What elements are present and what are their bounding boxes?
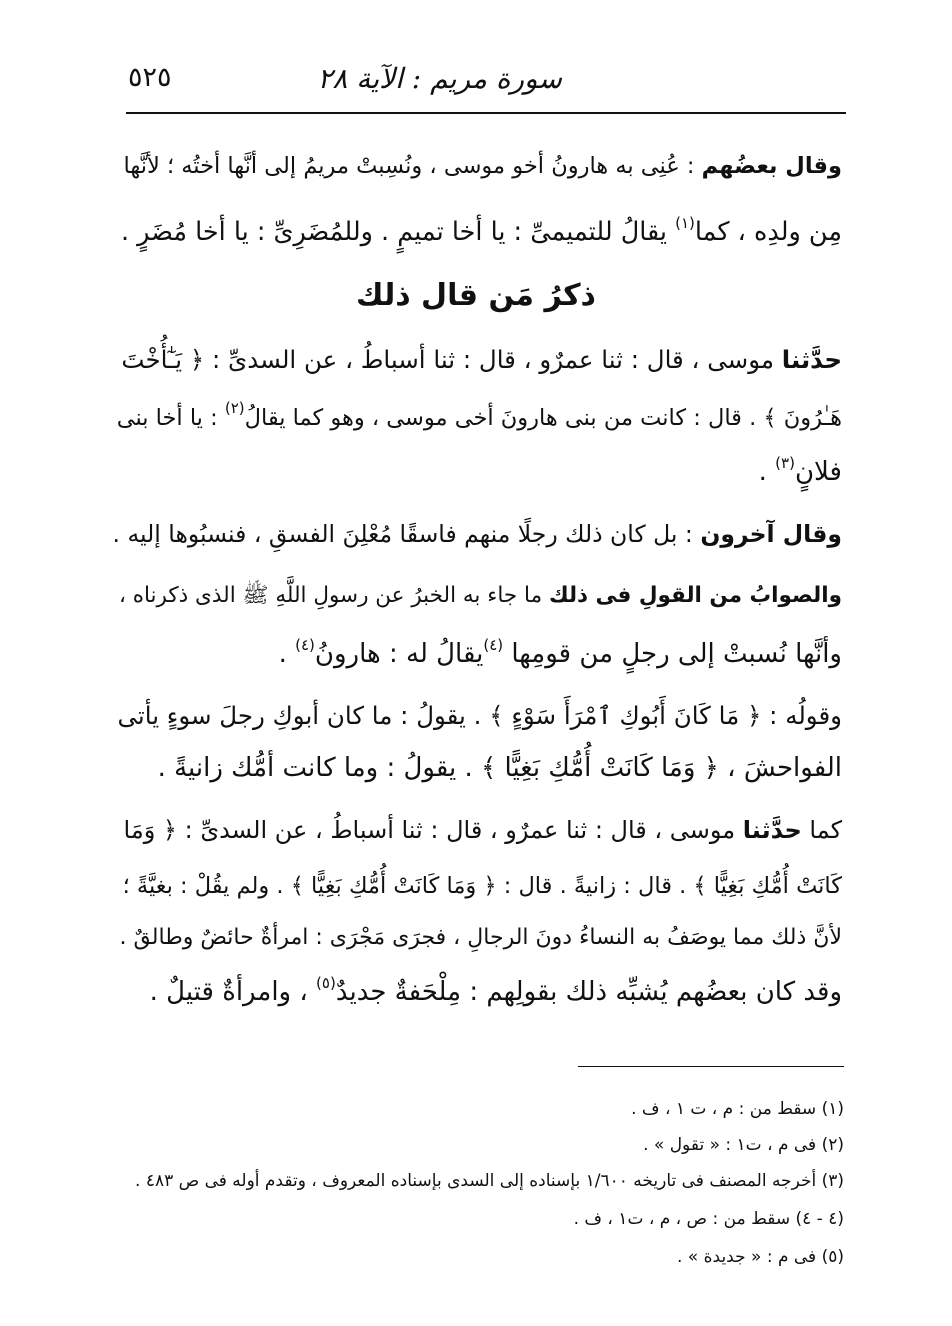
line-text-cont: يقالُ للتميمىِّ : يا أخا تميمٍ . وللمُضَرِىِّ : يا أخا مُضَرٍ . — [120, 217, 676, 247]
bold-lead: وقال بعضُهم — [701, 153, 842, 179]
line-text-cont: . — [278, 639, 296, 669]
line-text: كَانَتْ أُمُّكِ بَغِيًّا ﴾ . قال : زانيةً . قال : ﴿ وَمَا كَانَتْ أُمُّكِ بَغِيًّا ﴾ . ولم يقُلْ : بغيَّةً ؛ — [122, 873, 842, 899]
footnote: (٢) فى م ، ت١ : « تقول » . — [643, 1135, 844, 1155]
header-rule — [126, 112, 846, 114]
line-text: وقولُه : ﴿ مَا كَانَ أَبُوكِ ٱمْرَأَ سَوْءٍ ﴾ . يقولُ : ما كان أبوكِ رجلَ سوءٍ يأتى — [117, 701, 842, 730]
line-text: هَـٰرُونَ ﴾ . قال : كانت من بنى هارونَ أخى موسى ، وهو كما يقالُ — [244, 405, 842, 431]
line-text: لأنَّ ذلك مما يوصَفُ به النساءُ دونَ الرجالِ ، فجرَى مَجْرَى : امرأةٌ حائضٌ وطالقٌ . — [119, 925, 842, 950]
line-text: : عُنِى به هارونُ أخو موسى ، ونُسِبتْ مريمُ إلى أنَّها أختُه ؛ لأنَّها — [123, 153, 702, 179]
line-text: وقد كان بعضُهم يُشبِّه ذلك بقولِهم : مِلْحَفةٌ جديدٌ — [335, 977, 842, 1007]
footnote-marker: (٤) — [483, 636, 504, 654]
line-text: الفواحشَ ، ﴿ وَمَا كَانَتْ أُمُّكِ بَغِيًّا ﴾ . يقولُ : وما كانت أمُّك زانيةً . — [157, 753, 842, 783]
section-heading — [0, 276, 952, 317]
line-text-cont: يقالُ له : هارونُ — [314, 639, 484, 669]
heading-text: ذكرُ مَن قال ذلك — [356, 278, 596, 313]
line-text: موسى ، قال : ثنا عمرٌو ، قال : ثنا أسباطُ ، عن السدىِّ : ﴿ يَـٰٓأُخْتَ — [121, 345, 782, 374]
bold-lead: والصوابُ من القولِ فى ذلك — [548, 583, 842, 608]
footnote: (٥) فى م : « جديدة » . — [677, 1247, 844, 1267]
text-line — [759, 452, 842, 495]
line-text-cont: . — [758, 457, 776, 487]
line-text: : بل كان ذلك رجلًا منهم فاسقًا مُعْلِنَ الفسقِ ، فنسبُوها إليه . — [112, 520, 701, 548]
line-text: موسى ، قال : ثنا عمرٌو ، قال : ثنا أسباطُ ، عن السدىِّ : ﴿ وَمَا — [123, 816, 743, 844]
text-line — [121, 340, 842, 380]
text-line — [123, 146, 842, 186]
text-line — [119, 576, 842, 616]
text-line — [158, 748, 842, 788]
bold-lead: حدَّثنا — [781, 345, 842, 374]
text-line — [117, 398, 842, 440]
footnote-marker: (٤) — [295, 636, 315, 654]
bold-lead: حدَّثنا — [742, 816, 802, 844]
text-line — [117, 696, 842, 736]
footnote-marker: (٢) — [224, 399, 245, 417]
text-line — [119, 918, 842, 958]
bold-lead: وقال آخرون — [700, 520, 842, 548]
running-header — [120, 62, 844, 102]
page-number: ٥٢٥ — [128, 62, 172, 93]
line-text: وأنَّها نُسبتْ إلى رجلٍ من قومِها — [503, 639, 842, 669]
line-text-cont: : يا أخا بنى — [116, 405, 225, 431]
footnote: (٤ - ٤) سقط من : ص ، م ، ت١ ، ف . — [573, 1209, 844, 1229]
text-line — [124, 810, 842, 850]
text-line — [150, 972, 842, 1015]
text-line — [123, 866, 842, 906]
line-text: فلانٍ — [794, 457, 842, 487]
line-text: ما جاء به الخبرُ عن رسولِ اللَّهِ ﷺ الذى ذكرناه ، — [118, 583, 549, 608]
footnote: (١) سقط من : م ، ت ١ ، ف . — [631, 1099, 844, 1119]
line-text: مِن ولدِه ، كما — [694, 217, 842, 247]
running-title: سورة مريم : الآية ٢٨ — [317, 62, 562, 95]
line-text-pre: كما — [801, 816, 842, 844]
text-line — [279, 634, 842, 677]
footnote-marker: (٥) — [316, 974, 336, 992]
line-text-cont: ، وامرأةٌ قتيلٌ . — [149, 977, 317, 1007]
text-line — [121, 212, 842, 255]
footnote-marker: (٣) — [775, 454, 795, 472]
footnote: (٣) أخرجه المصنف فى تاريخه ١/٦٠٠ بإسناده إلى السدى بإسناده المعروف ، وتقدم أوله فى ص ٤٨٣ . — [135, 1171, 844, 1191]
footnote-rule — [578, 1066, 844, 1067]
footnote-marker: (١) — [675, 214, 695, 232]
text-line — [113, 514, 843, 554]
